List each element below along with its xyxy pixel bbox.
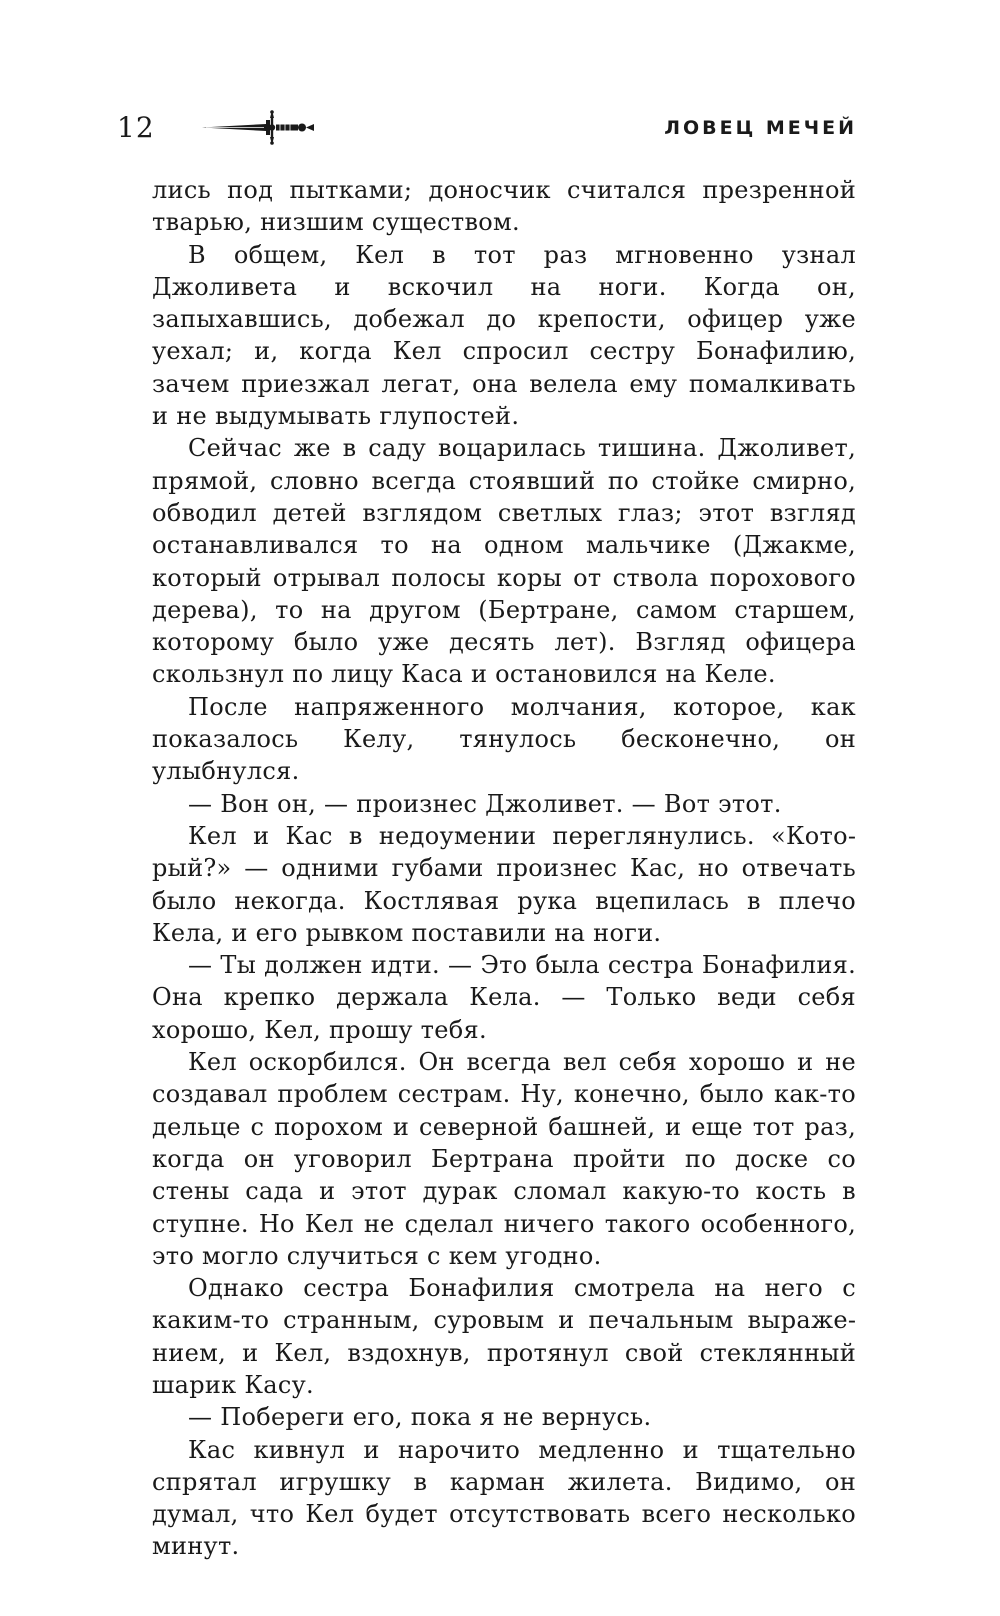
paragraph: Кел оскорбился. Он всегда вел себя хорошо и не создавал проблем сестрам. Ну, конечно, было как-то дельце с порохом и северной башней, и еще тот раз, когда он уговорил Бертрана пройти по доске со стены сада и этот дурак сломал какую-то кость в ступне. Но Кел не сделал ничего такого особенного, это могло случиться с кем угодно. xyxy=(152,1048,856,1270)
paragraph: Однако сестра Бонафилия смотрела на него с каким-то странным, суровым и печальным выражением, и Кел, вздохнув, протянул свой стеклянный шарик Касу. xyxy=(152,1274,856,1399)
paragraph: — Побереги его, пока я не вернусь. xyxy=(188,1403,652,1432)
paragraph: В общем, Кел в тот раз мгновенно узнал Джоливета и вскочил на ноги. Когда он, запыхавшись, добежал до крепости, офицер уже уехал; и, когда Кел спросил сестру Бонафилию, зачем приезжал легат, она велела ему помалкивать и не выдумывать глупостей. xyxy=(152,240,856,431)
paragraph: лись под пытками; доносчик считался презренной тварью, низшим существом. xyxy=(152,176,856,237)
paragraph: — Ты должен идти. — Это была сестра Бонафилия. Она крепко держала Кела. — Только веди себя хорошо, Кел, прошу тебя. xyxy=(152,951,856,1044)
page-number: 12 xyxy=(117,111,155,144)
page-header xyxy=(0,108,1000,158)
body-text xyxy=(152,174,856,1563)
running-title: ЛОВЕЦ МЕЧЕЙ xyxy=(664,117,857,139)
sword-icon xyxy=(200,108,318,148)
paragraph: Сейчас же в саду воцарилась тишина. Джоливет, прямой, словно всегда стоявший по стойке смирно, обводил детей взглядом светлых глаз; этот взгляд останавливался то на одном мальчике (Джакме, который отрывал полосы коры от ствола порохового дерева), то на другом (Бертране, самом старшем, которому было уже десять лет). Взгляд офицера скользнул по лицу Каса и остановился на Келе. xyxy=(152,434,856,689)
paragraph: Кел и Кас в недоумении переглянулись. «Который?» — одними губами произнес Кас, но отвечать было некогда. Костлявая рука вцепилась в плечо Кела, и его рывком поставили на ноги. xyxy=(152,821,856,947)
paragraph: После напряженного молчания, которое, как показалось Келу, тянулось бесконечно, он улыбнулся. xyxy=(152,692,856,786)
paragraph: — Вон он, — произнес Джоливет. — Вот этот. xyxy=(188,789,782,818)
paragraph: Кас кивнул и нарочито медленно и тщательно спрятал игрушку в карман жилета. Видимо, он думал, что Кел будет отсутствовать всего несколько минут. xyxy=(152,1435,856,1561)
